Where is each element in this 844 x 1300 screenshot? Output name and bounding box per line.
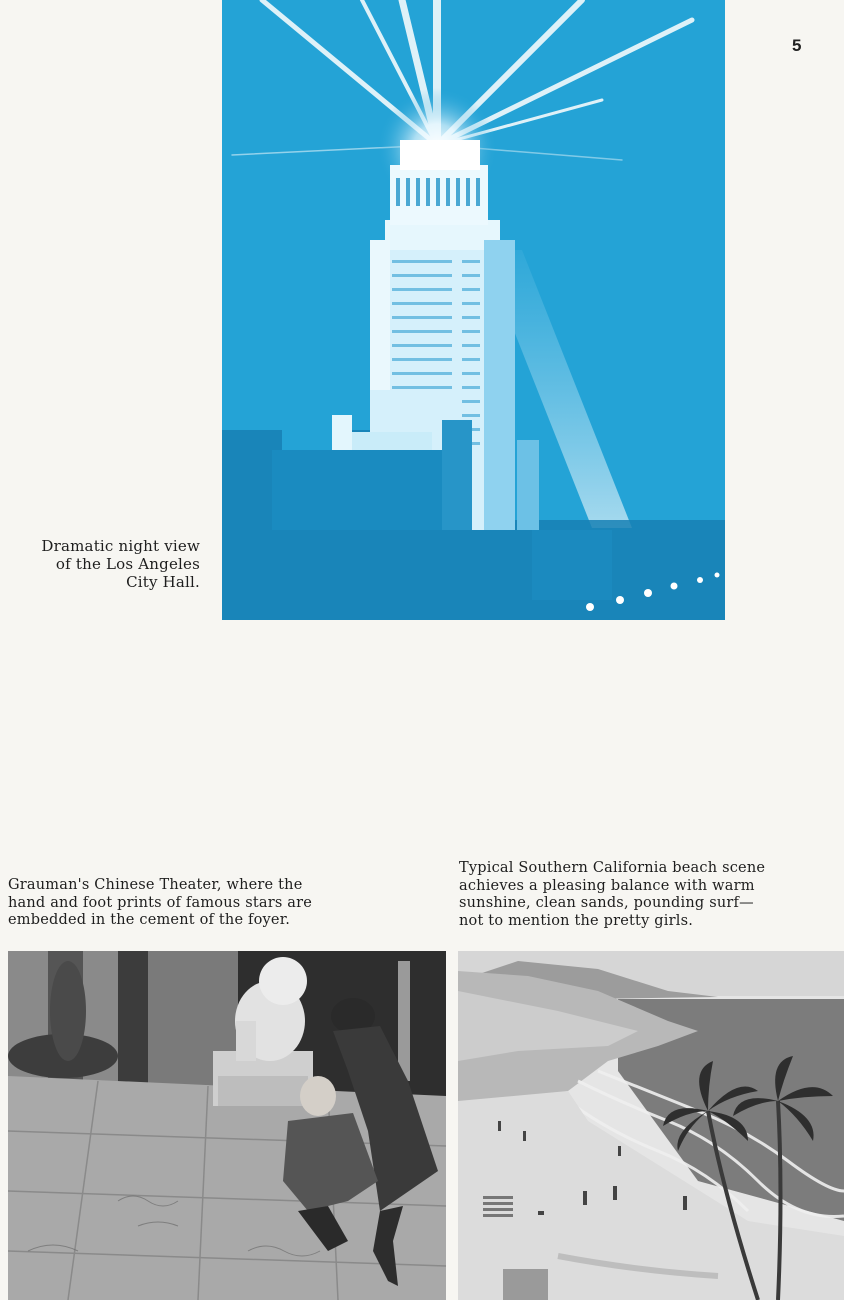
- city-hall-caption: [20, 537, 200, 591]
- beach-caption: [459, 860, 779, 930]
- page-number: 5: [792, 36, 802, 55]
- caption-line: not to mention the pretty girls.: [459, 912, 694, 929]
- caption-line: City Hall.: [126, 573, 200, 591]
- caption-line: achieves a pleasing balance with warm: [459, 877, 755, 894]
- caption-line: Grauman's Chinese Theater, where the: [8, 877, 303, 893]
- chinese-theater-photo: [8, 951, 446, 1300]
- beach-photo: [458, 951, 844, 1300]
- caption-line: Typical Southern California beach scene: [459, 860, 766, 876]
- caption-line: of the Los Angeles: [55, 555, 200, 573]
- caption-line: Dramatic night view: [41, 537, 200, 555]
- city-hall-photo: [222, 0, 725, 620]
- caption-line: embedded in the cement of the foyer.: [8, 912, 291, 928]
- chinese-theater-caption: [8, 877, 330, 930]
- caption-line: hand and foot prints of famous stars are: [8, 894, 313, 911]
- caption-line: sunshine, clean sands, pounding surf—: [459, 895, 754, 911]
